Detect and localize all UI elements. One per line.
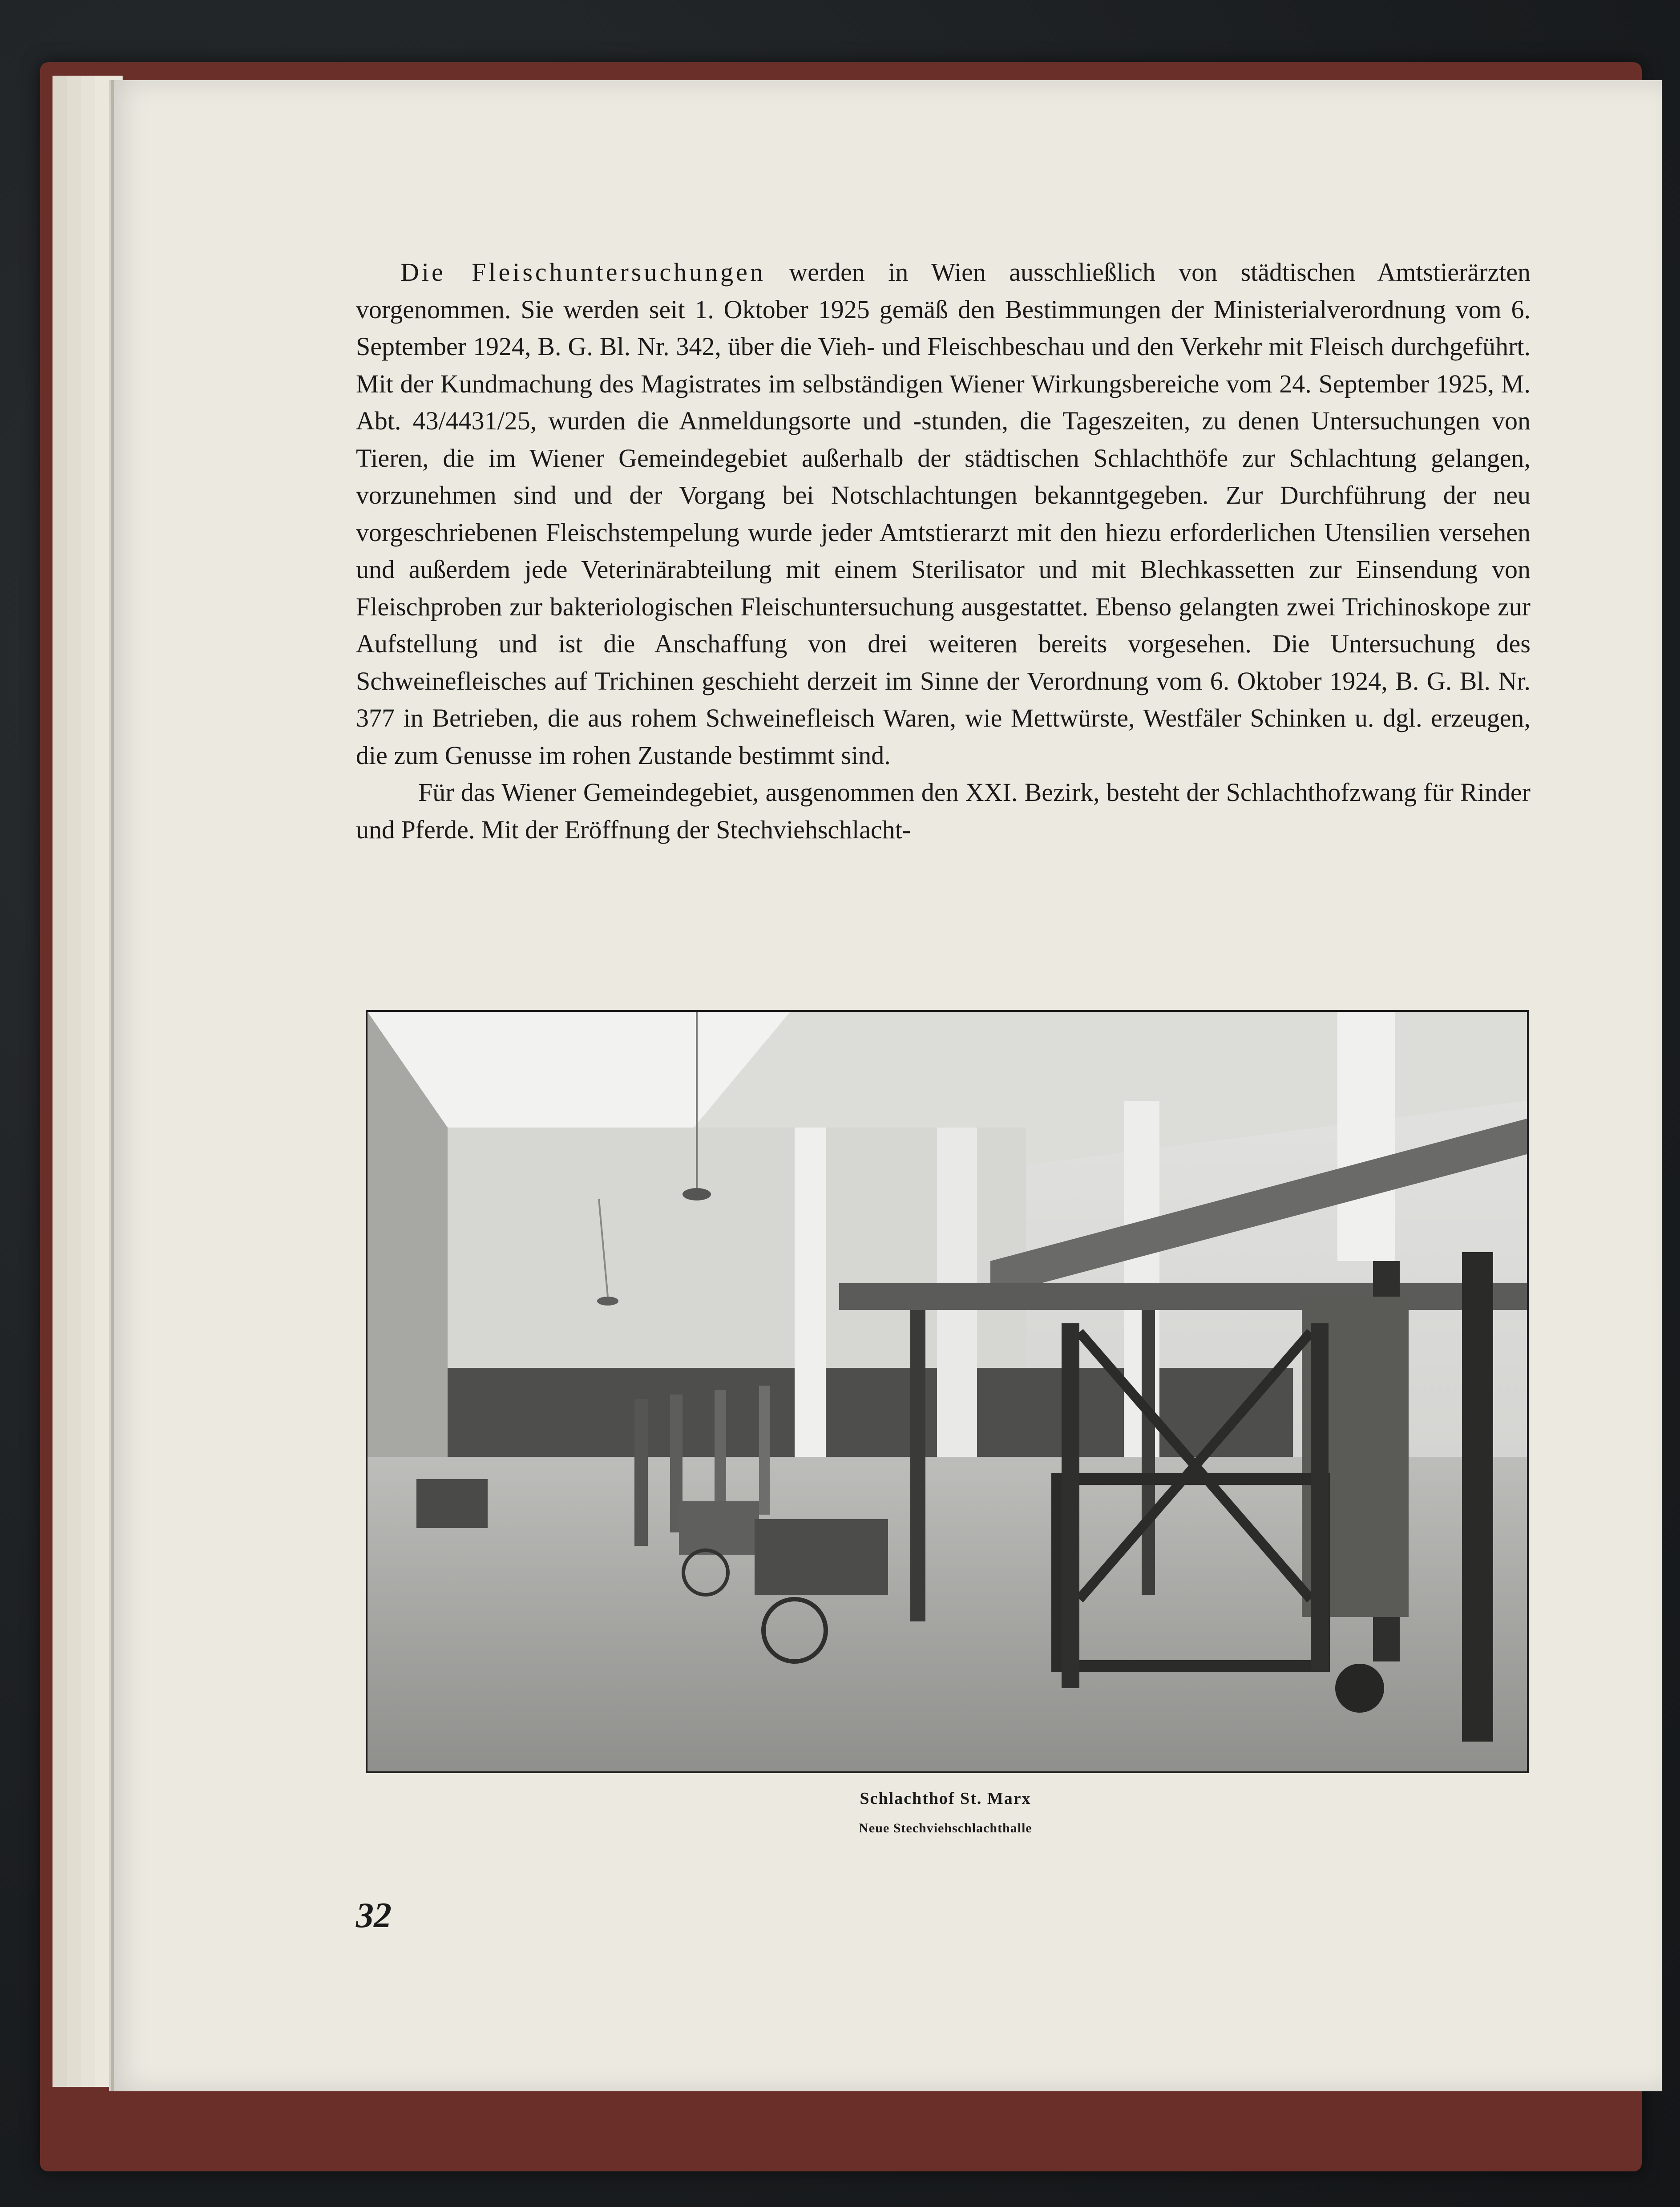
page-number: 32 <box>356 1896 392 1935</box>
caption-subtitle: Neue Stechviehschlachthalle <box>859 1821 1032 1835</box>
photo-illustration <box>368 1012 1527 1771</box>
paragraph-text: werden in Wien ausschließlich von städtischen Amtstierärzten vorgenommen. Sie werden seit 1. Oktober 1925 gemäß den Bestimmungen der Ministerialverordnung vom 6. September 1924, B. G. Bl. Nr. 342, über die Vieh- und Fleischbeschau und den Verkehr mit Fleisch durchgeführt. Mit der Kundmachung des Magistrates im selbständigen Wiener Wirkungsbereiche vom 24. September 1925, M. Abt. 43/4431/25, wurden die Anmeldungsorte und -stunden, die Tageszeiten, zu denen Untersuchungen von Tieren, die im Wiener Gemeindegebiet außerhalb der städtischen Schlachthöfe zur Schlachtung gelangen, vorzunehmen sind und der Vorgang bei Notschlachtungen bekanntgegeben. Zur Durchführung der neu vorgeschriebenen Fleischstempelung wurde jeder Amtstierarzt mit den hiezu erforderlichen Utensilien versehen und außerdem jede Veterinärabteilung mit einem Sterilisator und mit Blechkassetten zur Einsendung von Fleischproben zur bakteriologischen Fleischuntersuchung ausgestattet. Ebenso gelangten zwei Trichinoskope zur Aufstellung und ist die Anschaffung von drei weiteren bereits vorgesehen. Die Untersuchung des Schweinefleisches auf Trichinen geschieht derzeit im Sinne der Verordnung vom 6. Oktober 1924, B. G. Bl. Nr. 377 in Betrieben, die aus rohem Schweinefleisch Waren, wie Mettwürste, Westfäler Schinken u. dgl. erzeugen, die zum Genusse im rohen Zustande bestimmt sind. <box>356 258 1531 770</box>
gutter <box>111 80 114 2091</box>
paragraph <box>356 254 1531 774</box>
spaced-lead-text: Die Fleischuntersuchungen <box>400 258 766 287</box>
paragraph: Für das Wiener Gemeindegebiet, ausgenommen den XXI. Bezirk, besteht der Schlachthofzwang für Rinder und Pferde. Mit der Eröffnung der Stechviehschlacht- <box>356 778 1531 844</box>
photograph-slaughterhall <box>366 1010 1529 1773</box>
caption-title: Schlachthof St. Marx <box>860 1789 1031 1808</box>
body-text <box>356 254 1531 848</box>
